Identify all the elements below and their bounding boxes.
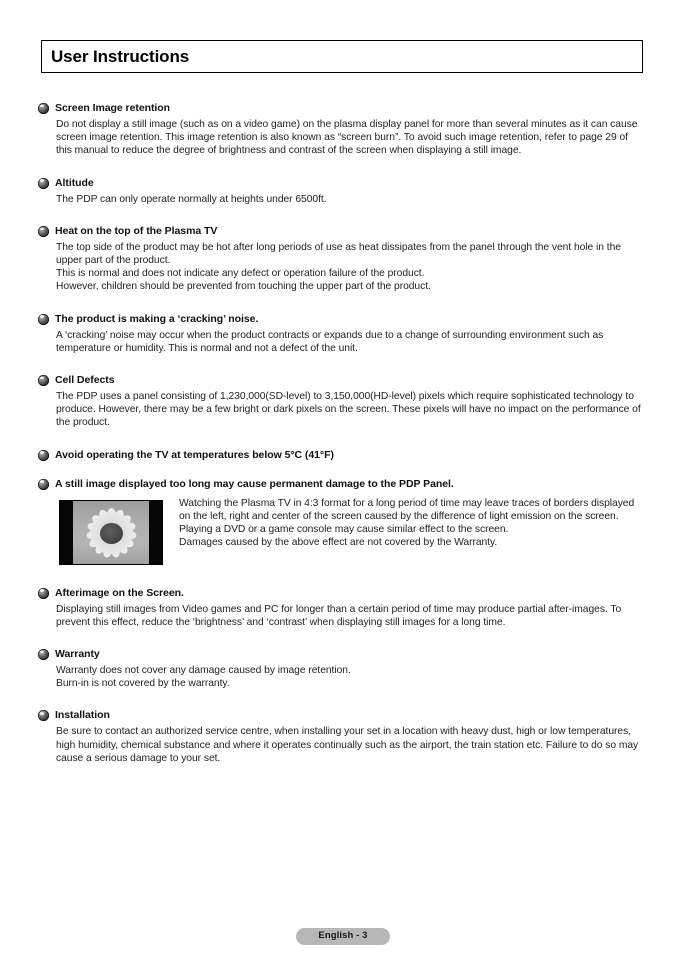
section-body — [56, 329, 646, 355]
bullet-orb-icon — [38, 375, 49, 386]
bullet-orb-icon — [38, 103, 49, 114]
bullet-orb-icon — [38, 314, 49, 325]
page-number-badge: English - 3 — [296, 928, 389, 945]
section-heading — [38, 648, 646, 661]
section-title: Cell Defects — [55, 374, 115, 387]
section-paragraph: The top side of the product may be hot after long periods of use as heat dissipates from the panel through the vent hole in the upper part of the product. — [56, 241, 621, 267]
spacer — [38, 206, 646, 225]
section-heading — [38, 177, 646, 190]
section-title: Altitude — [55, 176, 94, 189]
section-heading — [38, 313, 646, 326]
spacer — [38, 158, 646, 177]
spacer — [38, 462, 646, 478]
section-body — [56, 603, 646, 629]
section-paragraph: The PDP uses a panel consisting of 1,230,000(SD-level) to 3,150,000(HD-level) pixels which require sophisticated technology to produce. However, there may be a few bright or dark pixels on the screen. These pixels will have no impact on the performance of the product. — [56, 391, 641, 429]
figure-caption — [179, 497, 646, 550]
pillarbox-bar-left — [60, 501, 73, 564]
bullet-orb-icon — [38, 649, 49, 660]
section-still-image-damage — [38, 478, 646, 568]
spacer — [38, 568, 646, 587]
bullet-orb-icon — [38, 710, 49, 721]
section-cracking-noise — [38, 313, 646, 355]
spacer — [38, 430, 646, 449]
section-paragraph: Warranty does not cover any damage caused by image retention. — [56, 665, 351, 677]
section-body — [56, 390, 646, 430]
section-title: Afterimage on the Screen. — [55, 586, 184, 599]
page-footer — [0, 928, 686, 945]
section-heading — [38, 478, 646, 491]
tv-screen-image — [73, 501, 149, 564]
section-paragraph: The PDP can only operate normally at heights under 6500ft. — [56, 193, 327, 205]
bullet-orb-icon — [38, 450, 49, 461]
section-paragraph: Do not display a still image (such as on a video game) on the plasma display panel for more than several minutes as it can cause screen image retention. This image retention is also known as “screen burn”. To avoid such image retention, refer to page 29 of this manual to reduce the degree of brightness and contrast of the screen when displaying a still image. — [56, 119, 638, 157]
plasma-tv-figure — [56, 497, 166, 568]
section-body — [56, 118, 646, 158]
section-title: The product is making a ‘cracking’ noise. — [55, 312, 259, 325]
section-heading — [38, 709, 646, 722]
bullet-orb-icon — [38, 588, 49, 599]
section-paragraph: A ‘cracking’ noise may occur when the product contracts or expands due to a change of surrounding environment such as temperature or humidity. This is normal and not a defect of the unit. — [56, 329, 604, 354]
section-avoid-low-temperature — [38, 449, 646, 462]
section-heading — [38, 587, 646, 600]
section-cell-defects — [38, 374, 646, 430]
section-body — [56, 193, 646, 206]
section-warranty — [38, 648, 646, 690]
section-heading — [38, 225, 646, 238]
section-heading — [38, 449, 646, 462]
section-body — [56, 241, 646, 294]
spacer — [38, 294, 646, 313]
sunflower-center — [100, 523, 123, 544]
section-paragraph: This is normal and does not indicate any defect or operation failure of the product. — [56, 268, 425, 280]
spacer — [38, 629, 646, 648]
section-title: A still image displayed too long may cause permanent damage to the PDP Panel. — [55, 477, 454, 490]
section-title: Screen Image retention — [55, 102, 171, 114]
caption-paragraph: Watching the Plasma TV in 4:3 format for a long period of time may leave traces of borders displayed on the left, right and center of the screen caused by the difference of light emission on the screen. — [179, 497, 635, 522]
section-heading — [38, 102, 646, 115]
bullet-orb-icon — [38, 479, 49, 490]
section-body — [56, 664, 646, 690]
page-title: User Instructions — [51, 46, 190, 66]
section-body — [56, 725, 646, 765]
caption-paragraph: Damages caused by the above effect are not covered by the Warranty. — [179, 537, 498, 549]
instructions-content — [38, 102, 646, 765]
section-afterimage — [38, 587, 646, 629]
section-paragraph: Be sure to contact an authorized service centre, when installing your set in a location with heavy dust, high or low temperatures, high humidity, chemical substance and where it operates continually such as the airport, the train station etc. Failure to do so may cause a serious damage to your set. — [56, 726, 639, 764]
pillarbox-bar-right — [149, 501, 162, 564]
section-heading — [38, 374, 646, 387]
section-screen-image-retention — [38, 102, 646, 158]
section-paragraph: Burn-in is not covered by the warranty. — [56, 678, 230, 690]
spacer — [38, 355, 646, 374]
bullet-orb-icon — [38, 226, 49, 237]
section-title: Heat on the top of the Plasma TV — [55, 224, 218, 237]
figure-row — [56, 497, 646, 568]
sunflower-graphic — [85, 507, 137, 559]
section-title: Avoid operating the TV at temperatures below 5°C (41°F) — [55, 448, 334, 461]
section-paragraph: However, children should be prevented from touching the upper part of the product. — [56, 281, 431, 293]
section-heat-on-top — [38, 225, 646, 294]
section-title: Warranty — [55, 648, 100, 661]
section-altitude — [38, 177, 646, 206]
section-installation — [38, 709, 646, 765]
bullet-orb-icon — [38, 178, 49, 189]
tv-bezel — [59, 500, 163, 565]
section-title: Installation — [55, 709, 110, 722]
section-paragraph: Displaying still images from Video games and PC for longer than a certain period of time may produce partial after-images. To prevent this effect, reduce the ‘brightness’ and ‘contrast’ when displaying still images for a long time. — [56, 603, 622, 628]
caption-paragraph: Playing a DVD or a game console may cause similar effect to the screen. — [179, 524, 509, 536]
spacer — [38, 690, 646, 709]
page-title-box — [41, 40, 643, 73]
